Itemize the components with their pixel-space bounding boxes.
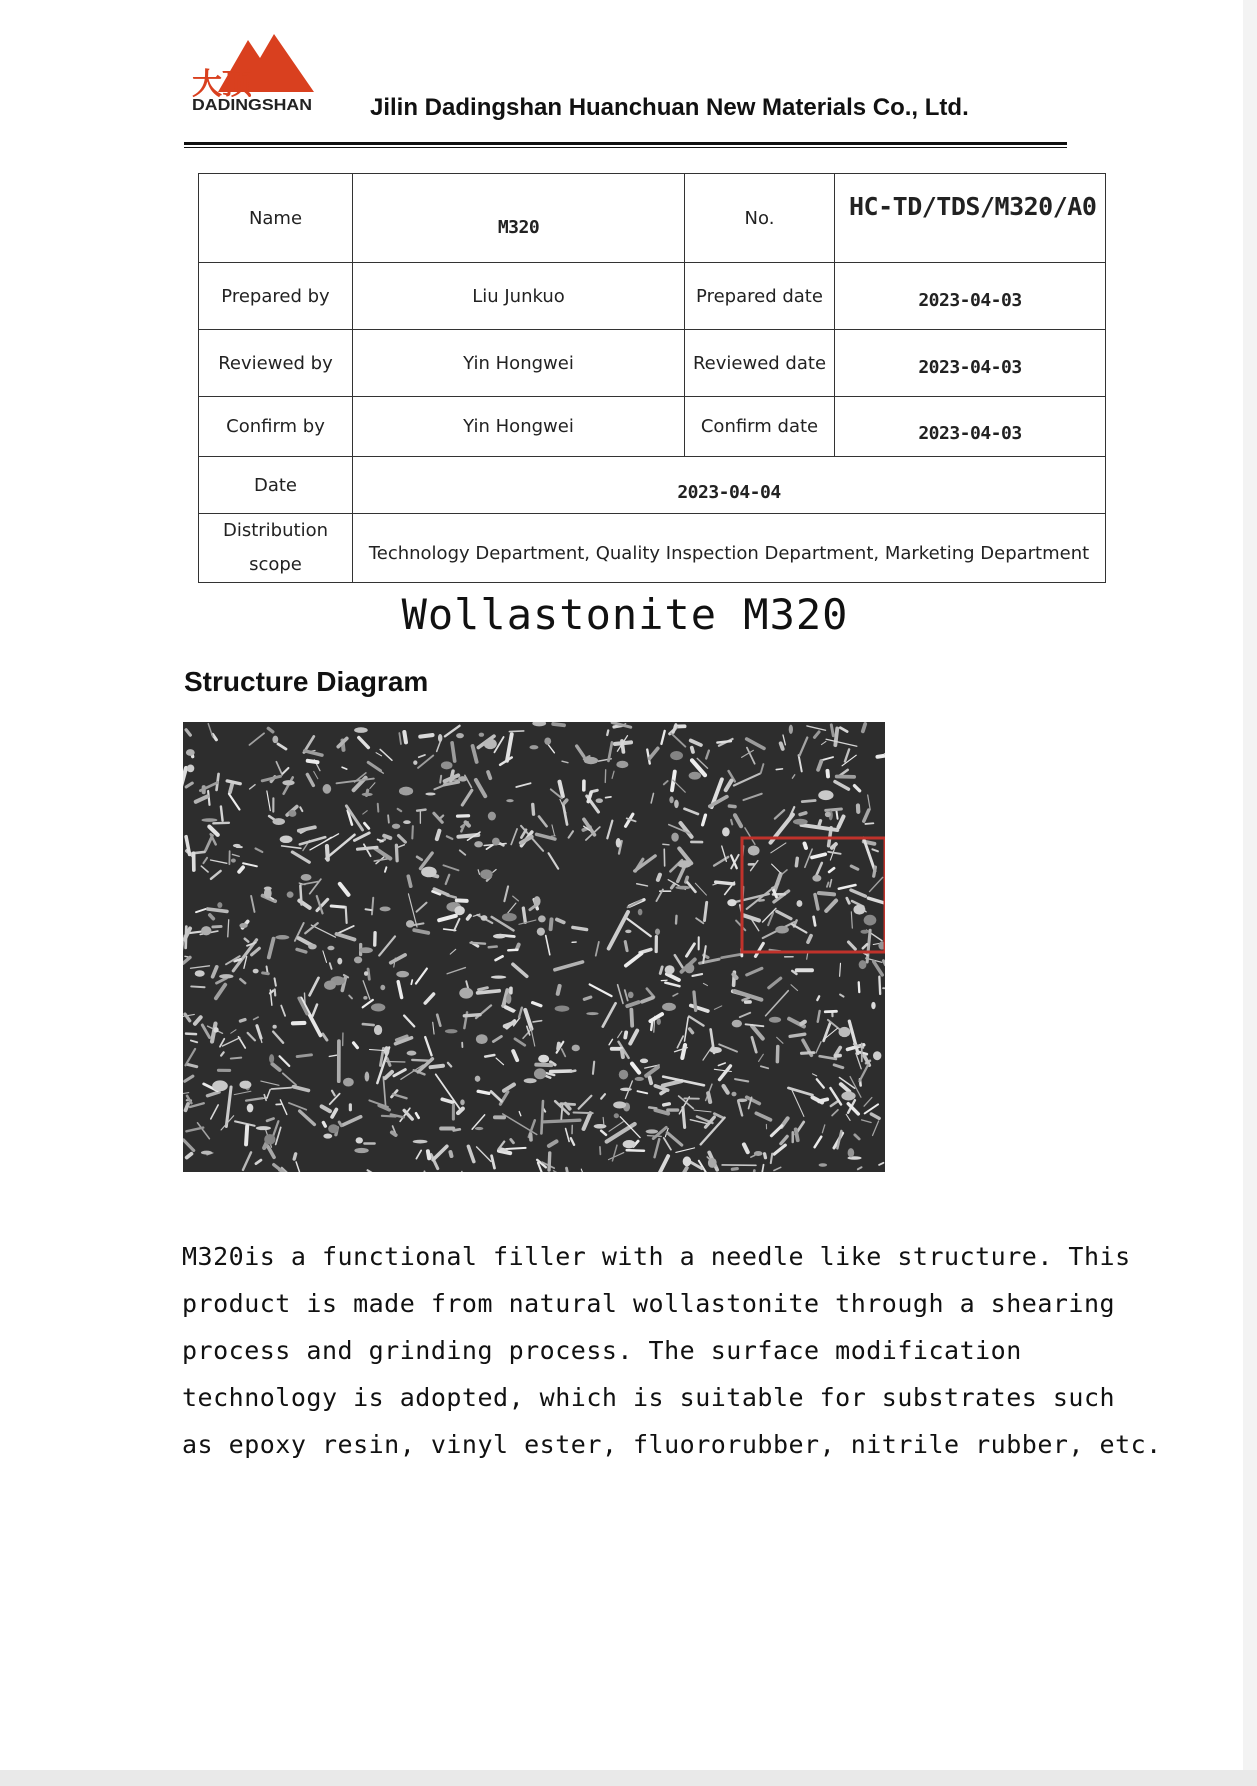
prepared-by-label: Prepared by (199, 263, 353, 330)
table-row (199, 330, 1106, 397)
page-right-edge (1243, 0, 1257, 1786)
company-logo (190, 30, 315, 112)
reviewed-by-label: Reviewed by (199, 330, 353, 397)
svg-text:DADINGSHAN: DADINGSHAN (192, 97, 312, 112)
structure-micrograph (183, 722, 885, 1172)
no-label: No. (685, 174, 835, 263)
distribution-label (199, 514, 353, 583)
micrograph-image (183, 722, 885, 1172)
table-row (199, 174, 1106, 263)
date-value: 2023-04-04 (353, 457, 1106, 514)
table-row (199, 397, 1106, 457)
description-line: as epoxy resin, vinyl ester, fluororubber, nitrile rubber, etc. (182, 1430, 1162, 1459)
document-info-table (198, 173, 1106, 583)
date-label: Date (199, 457, 353, 514)
description-line: product is made from natural wollastonite through a shearing (182, 1289, 1116, 1318)
name-label: Name (199, 174, 353, 263)
svg-text:大顶: 大顶 (192, 67, 252, 102)
no-value: HC-TD/TDS/M320/A0 (835, 174, 1106, 263)
description-paragraph (182, 1233, 1162, 1468)
prepared-date-value: 2023-04-03 (835, 263, 1106, 330)
table-row (199, 514, 1106, 583)
confirm-date-label: Confirm date (685, 397, 835, 457)
description-line: process and grinding process. The surface modification (182, 1336, 1022, 1365)
distribution-value: Technology Department, Quality Inspection Department, Marketing Department (353, 514, 1106, 583)
table-row (199, 263, 1106, 330)
distribution-label-line2: scope (249, 554, 302, 575)
header-rule (184, 142, 1067, 145)
table-row (199, 457, 1106, 514)
description-line: technology is adopted, which is suitable for substrates such (182, 1383, 1116, 1412)
confirm-by-value: Yin Hongwei (353, 397, 685, 457)
section-title: Structure Diagram (184, 666, 429, 697)
confirm-date-value: 2023-04-03 (835, 397, 1106, 457)
reviewed-date-label: Reviewed date (685, 330, 835, 397)
document-title: Wollastonite M320 (401, 590, 849, 639)
confirm-by-label: Confirm by (199, 397, 353, 457)
page-bottom-edge (0, 1770, 1257, 1786)
company-name: Jilin Dadingshan Huanchuan New Materials Co., Ltd. (370, 94, 969, 121)
distribution-label-line1: Distribution (222, 520, 328, 541)
prepared-by-value: Liu Junkuo (353, 263, 685, 330)
header-rule-thin (184, 147, 1067, 148)
reviewed-by-value: Yin Hongwei (353, 330, 685, 397)
prepared-date-label: Prepared date (685, 263, 835, 330)
name-value: M320 (353, 174, 685, 263)
reviewed-date-value: 2023-04-03 (835, 330, 1106, 397)
description-line: M320is a functional filler with a needle like structure. This (182, 1242, 1131, 1271)
